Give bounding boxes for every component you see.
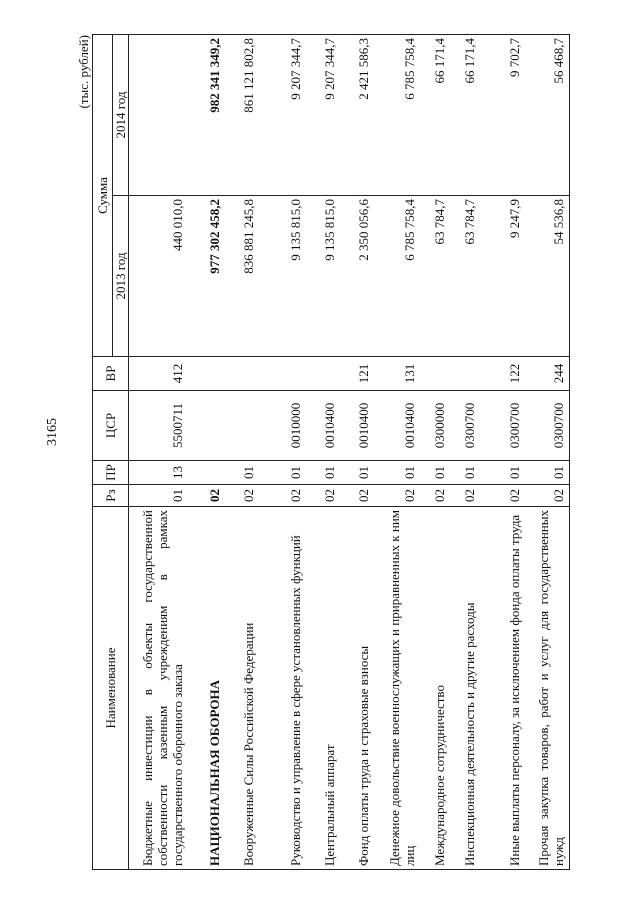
row-vr (420, 357, 450, 391)
row-vr (188, 357, 225, 391)
header-pr: ПР (93, 461, 129, 485)
header-csr: ЦСР (93, 391, 129, 461)
header-vr: ВР (93, 357, 129, 391)
header-2014: 2014 год (113, 35, 129, 196)
row-rz: 02 (525, 485, 570, 507)
row-2014: 9 702,7 (480, 35, 525, 196)
row-name: Иные выплаты персоналу, за исключением фонда оплаты труда (480, 507, 525, 870)
row-rz: 02 (259, 485, 306, 507)
row-vr (259, 357, 306, 391)
row-vr: 121 (340, 357, 374, 391)
table-row (129, 35, 188, 870)
row-rz: 02 (340, 485, 374, 507)
row-csr: 0010400 (306, 391, 340, 461)
row-name: Фонд оплаты труда и страховые взносы (340, 507, 374, 870)
row-csr: 5500711 (129, 391, 188, 461)
row-pr: 01 (225, 461, 259, 485)
page-number: 3165 (45, 418, 60, 446)
row-2013: 9 135 815,0 (306, 196, 340, 357)
row-csr: 0010400 (374, 391, 420, 461)
row-rz: 01 (129, 485, 188, 507)
row-rz: 02 (480, 485, 525, 507)
header-sum: Сумма (93, 35, 113, 357)
table-row (340, 35, 374, 870)
table-row (374, 35, 420, 870)
row-pr: 01 (480, 461, 525, 485)
table-row (188, 35, 225, 870)
row-csr: 0010400 (340, 391, 374, 461)
table-row (480, 35, 525, 870)
row-2014: 861 121 802,8 (225, 35, 259, 196)
row-name: Денежное довольствие военнослужащих и приравненных к ним лиц (374, 507, 420, 870)
table-body (129, 35, 570, 870)
row-2014: 982 341 349,2 (188, 35, 225, 196)
row-rz: 02 (306, 485, 340, 507)
row-2013: 9 135 815,0 (259, 196, 306, 357)
row-rz: 02 (374, 485, 420, 507)
table-row (225, 35, 259, 870)
row-2013: 836 881 245,8 (225, 196, 259, 357)
table-row (306, 35, 340, 870)
row-csr: 0300000 (420, 391, 450, 461)
table-row (525, 35, 570, 870)
row-2014: 66 171,4 (420, 35, 450, 196)
header-2013: 2013 год (113, 196, 129, 357)
row-pr: 01 (306, 461, 340, 485)
row-vr (225, 357, 259, 391)
row-vr (450, 357, 480, 391)
row-csr: 0300700 (525, 391, 570, 461)
table-row (259, 35, 306, 870)
row-csr (225, 391, 259, 461)
row-name: НАЦИОНАЛЬНАЯ ОБОРОНА (188, 507, 225, 870)
row-2013: 977 302 458,2 (188, 196, 225, 357)
row-2013: 440 010,0 (129, 196, 188, 357)
row-pr: 13 (129, 461, 188, 485)
table-row (450, 35, 480, 870)
row-2014: 9 207 344,7 (259, 35, 306, 196)
row-name: Инспекционная деятельность и другие расходы (450, 507, 480, 870)
row-pr: 01 (525, 461, 570, 485)
row-2014: 66 171,4 (450, 35, 480, 196)
row-csr (188, 391, 225, 461)
row-2014: 6 785 758,4 (374, 35, 420, 196)
row-name: Бюджетные инвестиции в объекты государственной собственности казенным учреждениям в рамках государственного оборонного заказа (129, 507, 188, 870)
row-rz: 02 (420, 485, 450, 507)
row-vr: 244 (525, 357, 570, 391)
row-2013: 54 536,8 (525, 196, 570, 357)
units-label: (тыс. рублей) (76, 35, 91, 109)
row-2013: 9 247,9 (480, 196, 525, 357)
row-csr: 0010000 (259, 391, 306, 461)
row-2014: 9 207 344,7 (306, 35, 340, 196)
row-name: Прочая закупка товаров, работ и услуг для государственных нужд (525, 507, 570, 870)
row-pr: 01 (340, 461, 374, 485)
row-2014: 2 421 586,3 (340, 35, 374, 196)
row-csr: 0300700 (480, 391, 525, 461)
row-2014 (129, 35, 188, 196)
row-2013: 6 785 758,4 (374, 196, 420, 357)
row-name: Руководство и управление в сфере установленных функций (259, 507, 306, 870)
row-2013: 2 350 056,6 (340, 196, 374, 357)
row-pr: 01 (259, 461, 306, 485)
row-rz: 02 (225, 485, 259, 507)
row-pr: 01 (450, 461, 480, 485)
row-rz: 02 (450, 485, 480, 507)
row-name: Международное сотрудничество (420, 507, 450, 870)
row-pr: 01 (374, 461, 420, 485)
rotated-page (76, 35, 566, 870)
row-name: Вооруженные Силы Российской Федерации (225, 507, 259, 870)
row-vr: 122 (480, 357, 525, 391)
row-rz: 02 (188, 485, 225, 507)
row-name: Центральный аппарат (306, 507, 340, 870)
table-row (420, 35, 450, 870)
row-vr (306, 357, 340, 391)
row-pr (188, 461, 225, 485)
row-pr: 01 (420, 461, 450, 485)
row-vr: 131 (374, 357, 420, 391)
budget-table (92, 34, 570, 870)
header-rz: Рз (93, 485, 129, 507)
header-name: Наименование (93, 507, 129, 870)
row-vr: 412 (129, 357, 188, 391)
row-2013: 63 784,7 (420, 196, 450, 357)
row-csr: 0300700 (450, 391, 480, 461)
table-header-row (93, 35, 113, 870)
row-2013: 63 784,7 (450, 196, 480, 357)
row-2014: 56 468,7 (525, 35, 570, 196)
